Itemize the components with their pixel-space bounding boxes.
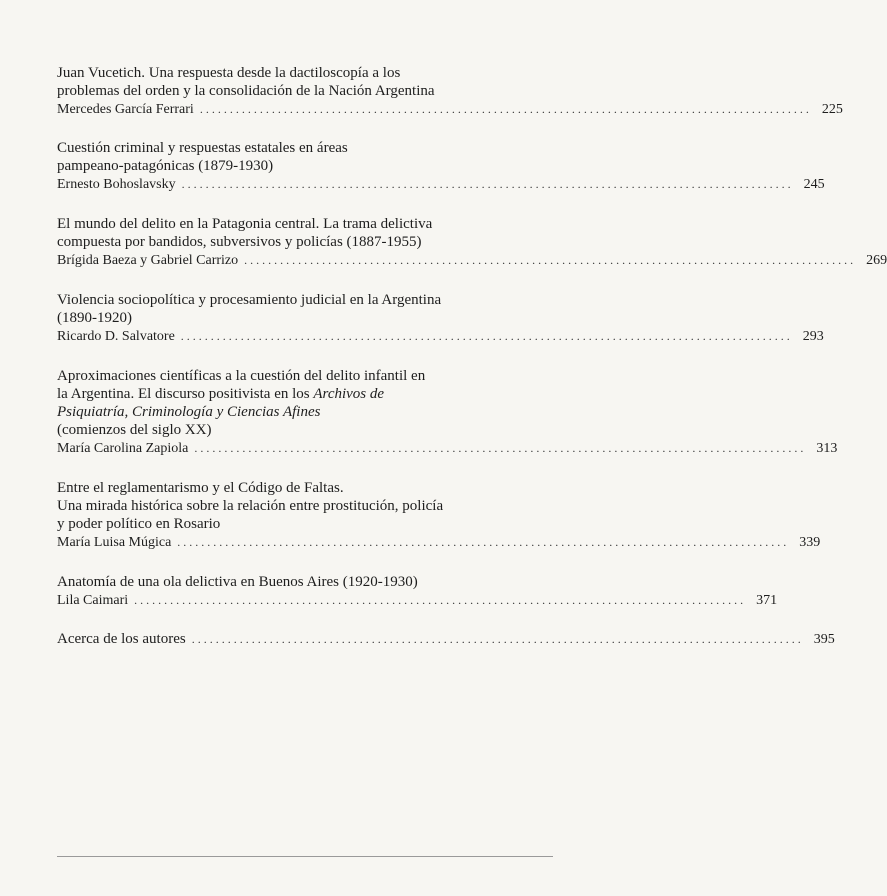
entry-page-number: 269 — [866, 253, 887, 268]
entry-title-fragment: la Argentina. El discurso positivista en los — [57, 386, 310, 402]
entry-author-line — [57, 533, 821, 552]
toc-entry — [57, 479, 821, 552]
entry-page-number: 313 — [816, 441, 838, 456]
entry-title-line: (1890-1920) — [57, 310, 132, 326]
entry-title-line: (comienzos del siglo XX) — [57, 422, 212, 438]
entry-title-line: problemas del orden y la consolidación de la Nación Argentina — [57, 83, 435, 99]
entry-author: Lila Caimari — [57, 593, 129, 608]
toc-entry — [57, 291, 824, 346]
entry-title-line: y poder político en Rosario — [57, 516, 221, 532]
dot-leader: ...................................................................................................... — [177, 535, 790, 549]
dot-leader: ...................................................................................................... — [134, 593, 747, 607]
entry-title-line: Juan Vucetich. Una respuesta desde la dactiloscopía a los — [57, 65, 401, 81]
entry-author: Ricardo D. Salvatore — [57, 329, 175, 344]
entry-title-line: Entre el reglamentarismo y el Código de Faltas. — [57, 480, 344, 496]
entry-title: Acerca de los autores — [57, 631, 186, 647]
toc-entry — [57, 367, 838, 458]
entry-title-italic: Archivos de — [313, 386, 385, 402]
dot-leader: ...................................................................................................... — [244, 253, 857, 267]
dot-leader: ...................................................................................................... — [194, 441, 807, 455]
dot-leader: ...................................................................................................... — [191, 632, 804, 646]
entry-author-line — [57, 175, 825, 194]
entry-page-number: 225 — [821, 102, 843, 117]
toc-entry — [57, 215, 887, 270]
toc-entry — [57, 139, 825, 194]
entry-author: Brígida Baeza y Gabriel Carrizo — [57, 253, 239, 268]
entry-page-number: 371 — [756, 593, 778, 608]
table-of-contents — [57, 64, 887, 649]
entry-title-line: El mundo del delito en la Patagonia central. La trama delictiva — [57, 216, 433, 232]
entry-author-line — [57, 630, 835, 649]
entry-title-line — [57, 385, 553, 403]
entry-author: Mercedes García Ferrari — [57, 102, 194, 117]
entry-author-line — [57, 591, 778, 610]
entry-author-line — [57, 439, 838, 458]
bottom-rule — [57, 856, 553, 857]
entry-page-number: 245 — [803, 177, 825, 192]
entry-title-line: Cuestión criminal y respuestas estatales en áreas — [57, 140, 348, 156]
entry-page-number: 293 — [802, 329, 824, 344]
entry-author-line — [57, 100, 843, 119]
entry-author-line — [57, 327, 824, 346]
entry-title-line: Una mirada histórica sobre la relación entre prostitución, policía — [57, 498, 444, 514]
toc-entry — [57, 630, 835, 649]
entry-author: Ernesto Bohoslavsky — [57, 177, 176, 192]
entry-title-line: Anatomía de una ola delictiva en Buenos Aires (1920-1930) — [57, 574, 418, 590]
dot-leader: ...................................................................................................... — [180, 329, 793, 343]
entry-page-number: 395 — [813, 632, 835, 647]
toc-entry — [57, 573, 778, 610]
entry-page-number: 339 — [799, 535, 821, 550]
dot-leader: ...................................................................................................... — [199, 102, 812, 116]
entry-author: María Carolina Zapiola — [57, 441, 189, 456]
entry-title-line: Aproximaciones científicas a la cuestión del delito infantil en — [57, 368, 426, 384]
toc-entry — [57, 64, 843, 119]
entry-title-line: compuesta por bandidos, subversivos y policías (1887-1955) — [57, 234, 422, 250]
entry-title-line: pampeano-patagónicas (1879-1930) — [57, 158, 274, 174]
entry-title-line — [57, 403, 553, 421]
entry-author-line — [57, 251, 887, 270]
entry-author: María Luisa Múgica — [57, 535, 172, 550]
entry-title-italic: Psiquiatría, Criminología y Ciencias Afines — [57, 404, 321, 420]
dot-leader: ...................................................................................................... — [181, 177, 794, 191]
entry-title-line: Violencia sociopolítica y procesamiento judicial en la Argentina — [57, 292, 442, 308]
